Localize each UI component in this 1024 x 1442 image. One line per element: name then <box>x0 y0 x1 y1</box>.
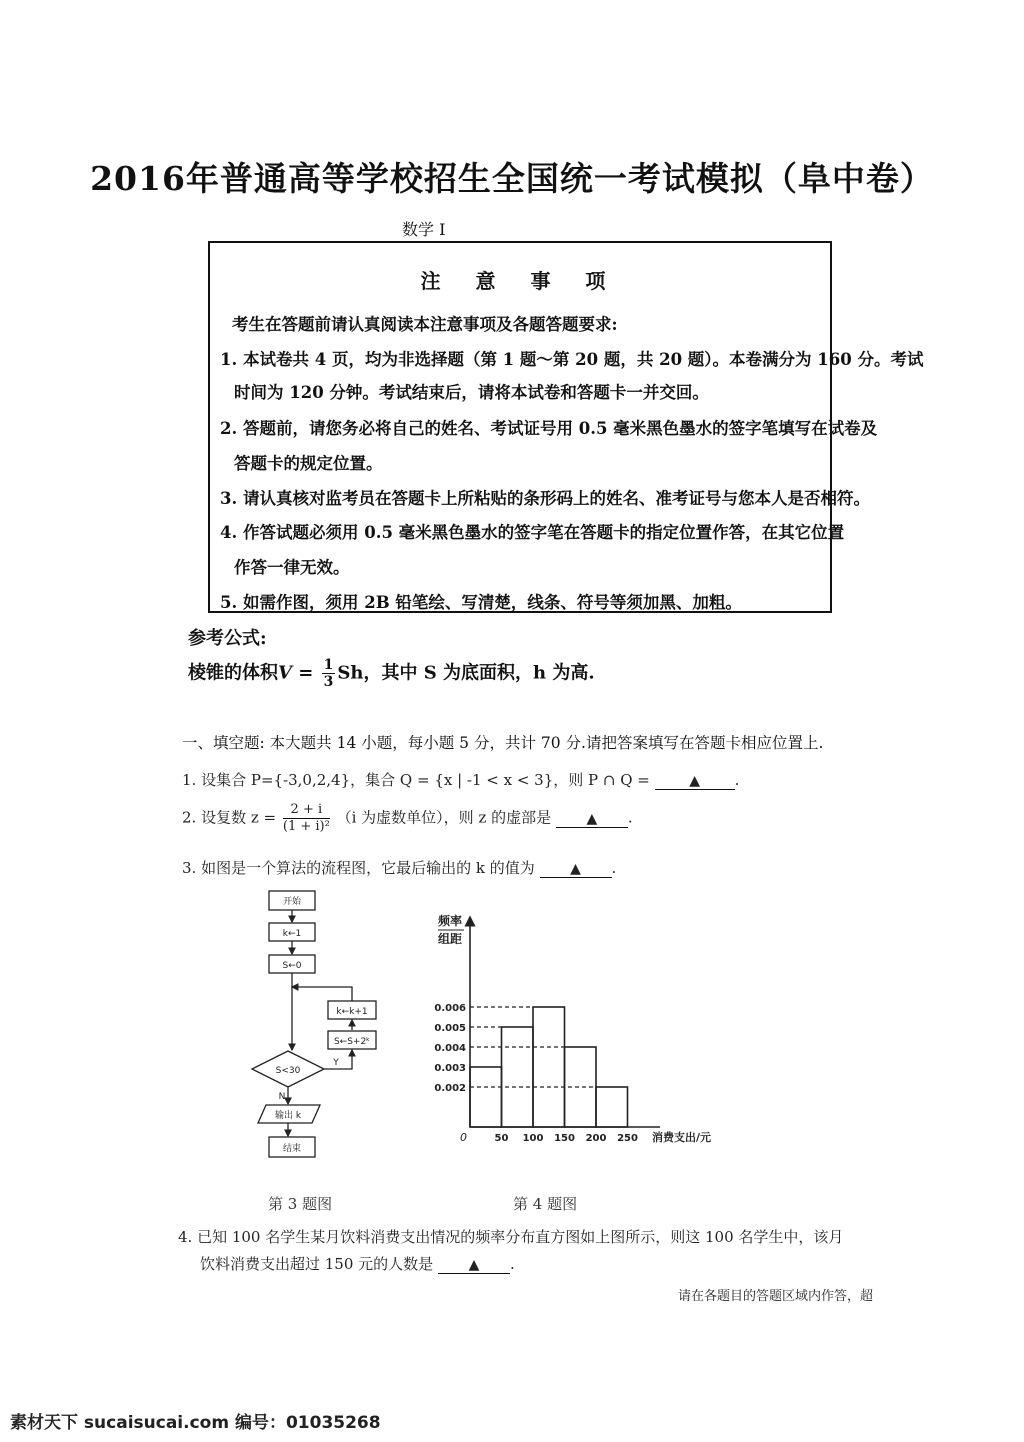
notice-line: 5. 如需作图，须用 2B 铅笔绘、写清楚，线条、符号等须加黑、加粗。 <box>220 593 742 612</box>
histogram-bar <box>596 1087 628 1127</box>
notice-intro: 考生在答题前请认真阅读本注意事项及各题答题要求: <box>232 315 618 334</box>
y-tick-label: 0.003 <box>434 1063 466 1074</box>
question-2-text-b: （i 为虚数单位），则 z 的虚部是 <box>336 808 552 827</box>
subject-label: 数学 I <box>402 220 446 239</box>
question-3 <box>182 857 616 878</box>
histogram-bar <box>502 1027 534 1127</box>
x-tick-label: 200 <box>585 1133 607 1144</box>
fraction-denominator: 3 <box>323 674 334 690</box>
answer-blank[interactable] <box>655 771 735 790</box>
volume-formula <box>188 657 595 690</box>
end-dot: . <box>611 859 617 877</box>
question-1 <box>182 769 739 790</box>
question-3-text: 3. 如图是一个算法的流程图，它最后输出的 k 的值为 <box>182 859 535 877</box>
formula-rest: Sh，其中 S 为底面积，h 为高. <box>337 662 595 684</box>
answer-mark: ▲ <box>689 773 701 789</box>
figure-3-caption: 第 3 题图 <box>268 1195 333 1213</box>
flow-s-update-label: S←S+2ᵏ <box>333 1037 371 1047</box>
formula-prefix: 棱锥的体积 <box>188 662 278 684</box>
notice-line: 3. 请认真核对监考员在答题卡上所粘贴的条形码上的姓名、准考证号与您本人是否相符。 <box>220 489 870 508</box>
fraction-numerator: 2 + i <box>283 802 330 819</box>
histogram-bar <box>533 1007 565 1127</box>
watermark-text: 素材天下 sucaisucai.com 编号：01035268 <box>10 1413 381 1433</box>
end-dot: . <box>734 771 740 789</box>
answer-mark: ▲ <box>468 1257 480 1273</box>
y-axis-label-bottom: 组距 <box>438 932 463 946</box>
flow-output-label: 输出 k <box>274 1111 302 1121</box>
notice-line: 4. 作答试题必须用 0.5 毫米黑色墨水的签字笔在答题卡的指定位置作答，在其它位置 <box>220 523 845 542</box>
y-tick-label: 0.004 <box>434 1043 466 1054</box>
y-tick-label: 0.005 <box>434 1023 466 1034</box>
flow-s-init-label: S←0 <box>282 961 302 971</box>
x-tick-label: 100 <box>522 1133 544 1144</box>
question-2-fraction <box>283 802 330 835</box>
formula-lhs: V = <box>278 662 314 684</box>
reference-label: 参考公式: <box>188 628 267 649</box>
histogram-figure <box>430 905 730 1155</box>
x-tick-label: 250 <box>617 1133 638 1144</box>
notice-line: 时间为 120 分钟。考试结束后，请将本试卷和答题卡一并交回。 <box>234 383 709 402</box>
figure-4-caption: 第 4 题图 <box>513 1195 578 1213</box>
flowchart-figure <box>250 885 410 1170</box>
flow-yes-label: Y <box>333 1058 339 1068</box>
answer-blank[interactable] <box>438 1255 510 1274</box>
fraction-numerator: 1 <box>323 657 334 673</box>
y-tick-label: 0.002 <box>434 1083 466 1094</box>
flow-end-label: 结束 <box>282 1144 302 1154</box>
end-dot: . <box>627 808 633 827</box>
question-4-cont <box>200 1253 515 1274</box>
x-tick-label: 150 <box>554 1133 575 1144</box>
end-dot: . <box>509 1255 515 1273</box>
fraction-denominator: (1 + i)² <box>282 819 330 834</box>
formula-fraction <box>322 657 336 690</box>
x-tick-label: 50 <box>494 1133 509 1144</box>
notice-line: 答题卡的规定位置。 <box>234 454 383 473</box>
question-4-text-a: 4. 已知 100 名学生某月饮料消费支出情况的频率分布直方图如上图所示，则这 100 名学生中，该月 <box>178 1228 844 1246</box>
question-2 <box>182 802 633 835</box>
answer-blank[interactable] <box>540 859 612 878</box>
answer-mark: ▲ <box>586 810 598 827</box>
origin-label: 0 <box>460 1131 467 1144</box>
notice-heading: 注 意 事 项 <box>420 269 620 293</box>
footer-note: 请在各题目的答题区域内作答，超 <box>678 1289 874 1304</box>
flow-k-update-label: k←k+1 <box>336 1007 368 1017</box>
notice-line: 1. 本试卷共 4 页，均为非选择题（第 1 题～第 20 题，共 20 题）。本卷满分为 160 分。考试 <box>220 350 924 369</box>
flow-k-init-label: k←1 <box>282 929 302 939</box>
flow-condition-label: S<30 <box>275 1066 301 1076</box>
question-4 <box>178 1226 843 1247</box>
question-1-text: 1. 设集合 P={-3,0,2,4}，集合 Q = {x | -1 < x < 3}，则 P ∩ Q = <box>182 771 650 789</box>
notice-line: 作答一律无效。 <box>234 558 350 577</box>
x-axis-label: 消费支出/元 <box>652 1131 712 1144</box>
flow-no-label: N <box>278 1092 286 1102</box>
histogram-bar <box>470 1067 502 1127</box>
notice-line: 2. 答题前，请您务必将自己的姓名、考试证号用 0.5 毫米黑色墨水的签字笔填写在试卷及 <box>220 419 878 438</box>
y-axis-label-top: 频率 <box>438 914 463 928</box>
y-tick-label: 0.006 <box>434 1003 466 1014</box>
section-heading: 一、填空题: 本大题共 14 小题，每小题 5 分，共计 70 分.请把答案填写在答题卡相应位置上. <box>182 734 824 752</box>
answer-mark: ▲ <box>570 861 581 877</box>
exam-title: 2016年普通高等学校招生全国统一考试模拟（阜中卷） <box>90 159 934 198</box>
flow-start-label: 开始 <box>282 897 302 907</box>
question-4-text-b: 饮料消费支出超过 150 元的人数是 <box>200 1255 434 1273</box>
notice-box <box>208 241 924 613</box>
answer-blank[interactable] <box>556 809 628 828</box>
question-2-text-a: 2. 设复数 z = <box>182 808 277 827</box>
